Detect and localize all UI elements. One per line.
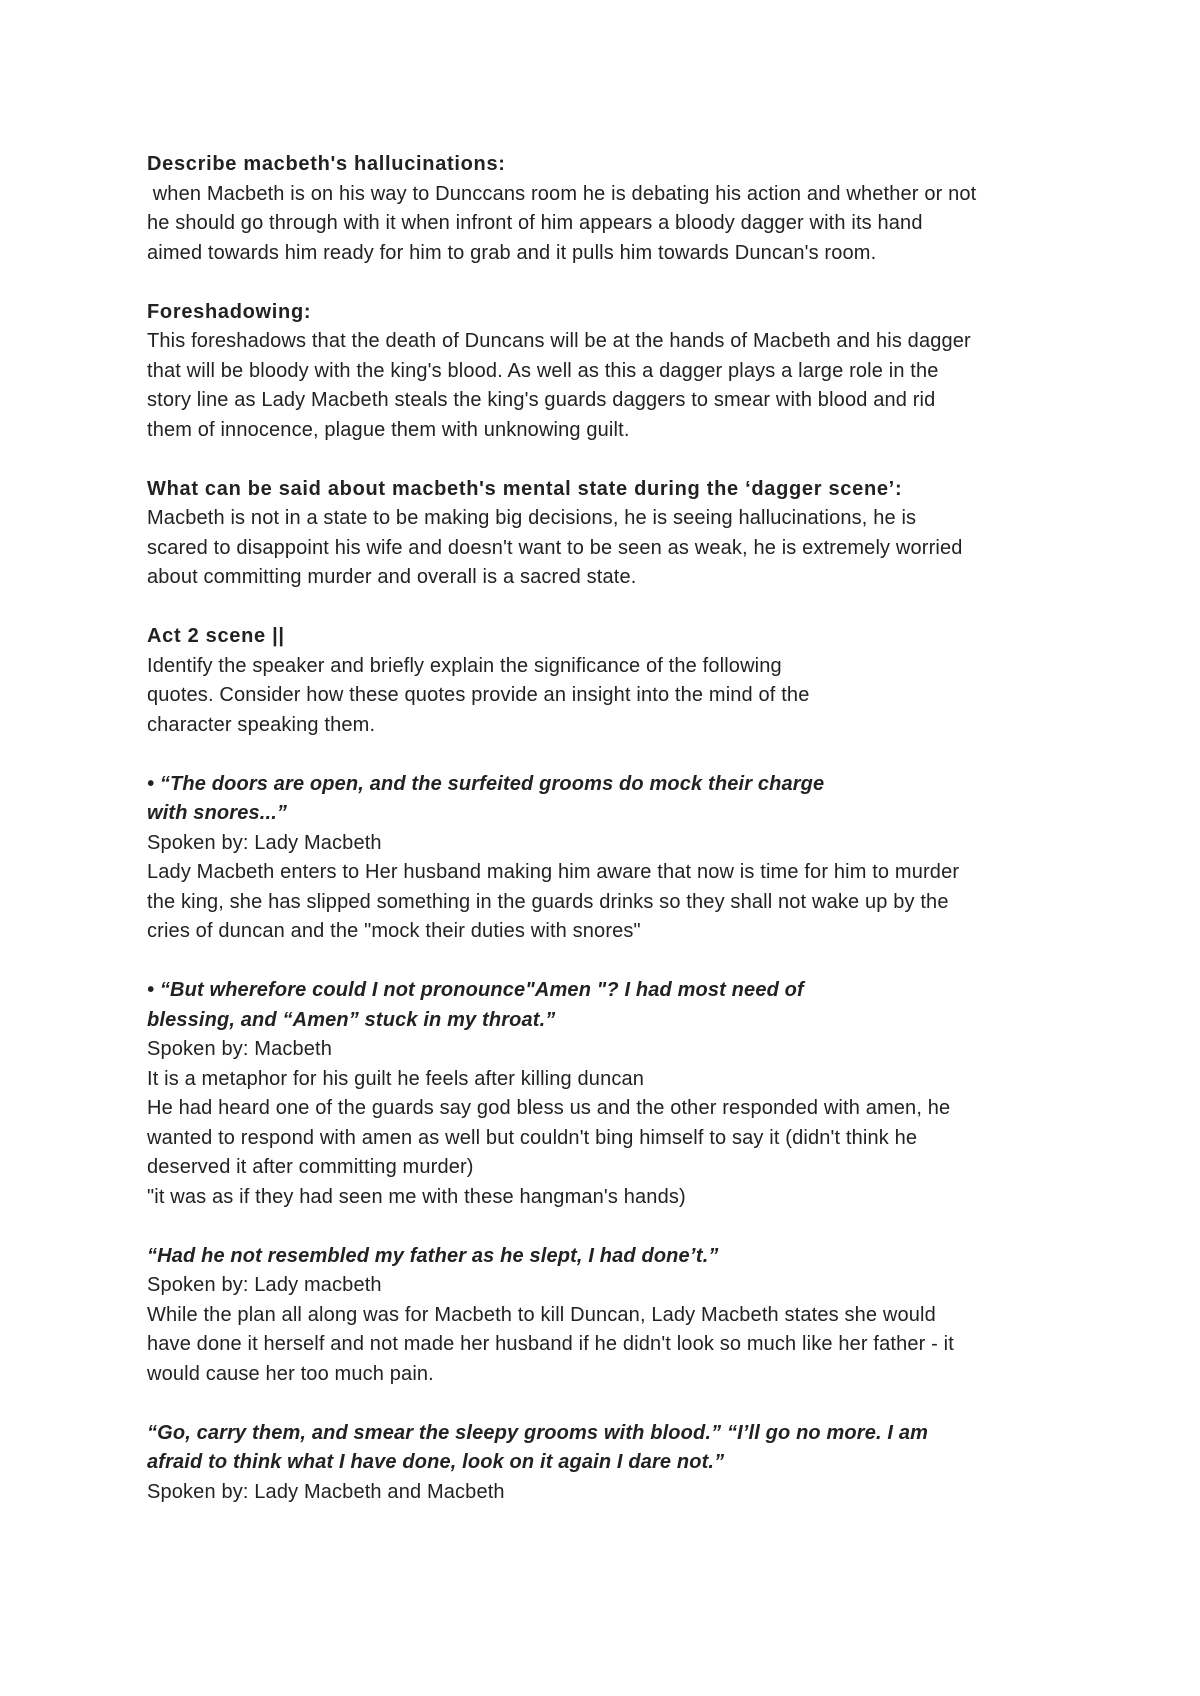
- quote-line: “Had he not resembled my father as he slept, I had done’t.”: [147, 1244, 719, 1267]
- body-line: cries of duncan and the "mock their duties with snores": [147, 920, 641, 942]
- body-line: quotes. Consider how these quotes provide an insight into the mind of the: [147, 684, 810, 706]
- section-act-2-scene-2: [147, 622, 1087, 740]
- body-line: character speaking them.: [147, 713, 376, 736]
- section-heading: Describe macbeth's hallucinations:: [147, 153, 506, 175]
- body-line: wanted to respond with amen as well but couldn't bing himself to say it (didn't think he: [147, 1126, 918, 1149]
- body-line: aimed towards him ready for him to grab and it pulls him towards Duncan's room.: [147, 241, 877, 264]
- quote-block: [147, 1419, 1087, 1508]
- speaker-line: Spoken by: Lady Macbeth and Macbeth: [147, 1480, 505, 1503]
- body-line: scared to disappoint his wife and doesn't want to be seen as weak, he is extremely worried: [147, 536, 963, 559]
- speaker-line: Spoken by: Macbeth: [147, 1038, 333, 1060]
- quote-block: [147, 1242, 1087, 1390]
- body-line: that will be bloody with the king's blood. As well as this a dagger plays a large role in the: [147, 359, 939, 382]
- body-line: the king, she has slipped something in the guards drinks so they shall not wake up by the: [147, 890, 949, 913]
- body-line: he should go through with it when infront of him appears a bloody dagger with its hand: [147, 212, 923, 234]
- body-line: "it was as if they had seen me with these hangman's hands): [147, 1185, 686, 1208]
- quote-line: “Go, carry them, and smear the sleepy grooms with blood.” “I’ll go no more. I am: [147, 1421, 929, 1444]
- body-line: Identify the speaker and briefly explain the significance of the following: [147, 654, 782, 677]
- body-line: story line as Lady Macbeth steals the king's guards daggers to smear with blood and rid: [147, 389, 936, 411]
- body-line: Macbeth is not in a state to be making big decisions, he is seeing hallucinations, he is: [147, 507, 917, 529]
- quote-line: blessing, and “Amen” stuck in my throat.”: [147, 1008, 556, 1031]
- quote-line: with snores...”: [147, 802, 288, 824]
- quote-block: [147, 976, 1087, 1212]
- section-mental-state: [147, 475, 1087, 593]
- body-line: Lady Macbeth enters to Her husband making him aware that now is time for him to murder: [147, 861, 960, 883]
- section-heading: What can be said about macbeth's mental state during the ‘dagger scene’:: [147, 477, 903, 500]
- section-foreshadowing: [147, 298, 1087, 446]
- document-page: [147, 150, 1087, 1537]
- body-line: about committing murder and overall is a sacred state.: [147, 566, 637, 588]
- quote-line: • “But wherefore could I not pronounce"Amen "? I had most need of: [147, 979, 804, 1001]
- speaker-line: Spoken by: Lady macbeth: [147, 1274, 382, 1296]
- speaker-line: Spoken by: Lady Macbeth: [147, 831, 382, 854]
- body-line: them of innocence, plague them with unknowing guilt.: [147, 418, 630, 441]
- body-line: This foreshadows that the death of Duncans will be at the hands of Macbeth and his dagger: [147, 330, 971, 352]
- quote-line: afraid to think what I have done, look on it again I dare not.”: [147, 1451, 725, 1473]
- quote-block: [147, 770, 1087, 947]
- section-heading: Act 2 scene ||: [147, 625, 285, 647]
- section-heading: Foreshadowing:: [147, 300, 312, 323]
- quote-line: • “The doors are open, and the surfeited grooms do mock their charge: [147, 772, 825, 795]
- section-hallucinations: [147, 150, 1087, 268]
- body-line: when Macbeth is on his way to Dunccans room he is debating his action and whether or not: [147, 182, 977, 205]
- body-line: He had heard one of the guards say god bless us and the other responded with amen, he: [147, 1097, 951, 1119]
- body-line: have done it herself and not made her husband if he didn't look so much like her father - it: [147, 1333, 954, 1355]
- body-line: would cause her too much pain.: [147, 1362, 434, 1385]
- body-line: While the plan all along was for Macbeth to kill Duncan, Lady Macbeth states she would: [147, 1303, 936, 1326]
- body-line: deserved it after committing murder): [147, 1156, 474, 1178]
- body-line: It is a metaphor for his guilt he feels after killing duncan: [147, 1067, 645, 1090]
